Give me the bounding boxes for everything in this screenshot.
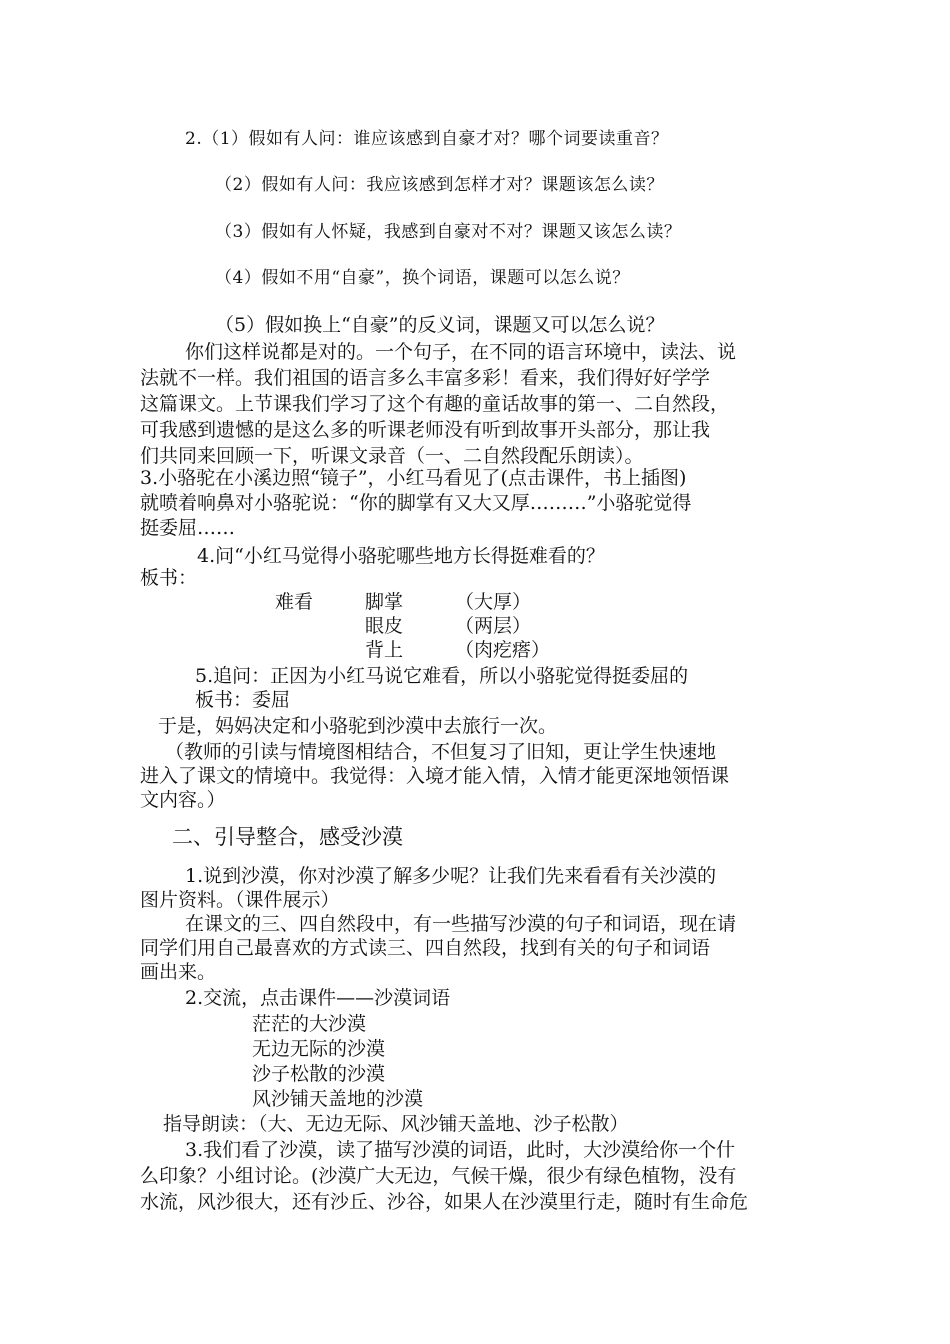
note-line: 文内容。） [140, 789, 226, 811]
section-2-paragraph-line: 同学们用自己最喜欢的方式读三、四自然段，找到有关的句子和词语 [140, 937, 711, 959]
desert-word: 无边无际的沙漠 [252, 1038, 386, 1060]
section-2-paragraph-line: 画出来。 [140, 961, 217, 983]
section-2-item-1-line: 1.说到沙漠，你对沙漠了解多少呢？让我们先来看看有关沙漠的 [185, 865, 717, 887]
question-2-2: （2）假如有人问：我应该感到怎样才对？课题该怎么读？ [215, 175, 664, 195]
board-2: 板书：委屈 [195, 689, 291, 711]
board-desc: （大厚） [455, 591, 532, 613]
section-2-item-3-line: 么印象？小组讨论。(沙漠广大无边，气候干燥，很少有绿色植物，没有 [140, 1165, 737, 1187]
note-line: 进入了课文的情境中。我觉得：入境才能入情，入情才能更深地领悟课 [140, 765, 730, 787]
board-title: 难看 [275, 591, 314, 613]
question-2-3: （3）假如有人怀疑，我感到自豪对不对？课题又该怎么读？ [215, 222, 682, 242]
question-2-1: 2.（1）假如有人问：谁应该感到自豪才对？哪个词要读重音？ [185, 129, 669, 149]
trip-line: 于是，妈妈决定和小骆驼到沙漠中去旅行一次。 [158, 715, 558, 737]
note-line: （教师的引读与情境图相结合，不但复习了旧知，更让学生快速地 [165, 741, 717, 763]
board-part: 脚掌 [365, 591, 404, 613]
board-part: 背上 [365, 639, 404, 661]
section-2-item-3-line: 水流，风沙很大，还有沙丘、沙谷，如果人在沙漠里行走，随时有生命危 [140, 1191, 749, 1213]
paragraph-1-line: 可我感到遗憾的是这么多的听课老师没有听到故事开头部分，那让我 [140, 419, 711, 441]
section-2-title: 二、引导整合，感受沙漠 [172, 825, 403, 849]
board-desc: （两层） [455, 615, 532, 637]
item-3-line: 3.小骆驼在小溪边照“镜子”，小红马看见了(点击课件，书上插图) [140, 467, 687, 489]
item-3-line: 就喷着响鼻对小骆驼说：“你的脚掌有又大又厚………”小骆驼觉得 [140, 492, 692, 514]
item-4: 4.问“小红马觉得小骆驼哪些地方长得挺难看的？ [197, 545, 605, 567]
guide-reading: 指导朗读：（大、无边无际、风沙铺天盖地、沙子松散） [163, 1113, 629, 1135]
board-part: 眼皮 [365, 615, 404, 637]
paragraph-1-line: 法就不一样。我们祖国的语言多么丰富多彩！看来，我们得好好学学 [140, 367, 711, 389]
desert-word: 茫茫的大沙漠 [252, 1013, 367, 1035]
board-desc: （肉疙瘩） [455, 639, 551, 661]
desert-word: 风沙铺天盖地的沙漠 [252, 1088, 424, 1110]
paragraph-1-line: 你们这样说都是对的。一个句子，在不同的语言环境中，读法、说 [185, 341, 737, 363]
paragraph-1-line: 们共同来回顾一下，听课文录音（一、二自然段配乐朗读）。 [140, 445, 644, 467]
section-2-item-2: 2.交流，点击课件——沙漠词语 [185, 987, 451, 1009]
paragraph-1-line: 这篇课文。上节课我们学习了这个有趣的童话故事的第一、二自然段， [140, 393, 730, 415]
section-2-item-1-line: 图片资料。（课件展示） [140, 889, 340, 911]
section-2-paragraph-line: 在课文的三、四自然段中，有一些描写沙漠的句子和词语，现在请 [185, 913, 737, 935]
question-2-4: （4）假如不用“自豪”，换个词语，课题可以怎么说？ [215, 268, 630, 288]
item-5: 5.追问：正因为小红马说它难看，所以小骆驼觉得挺委屈的 [195, 665, 689, 687]
section-2-item-3-line: 3.我们看了沙漠，读了描写沙漠的词语，此时，大沙漠给你一个什 [185, 1139, 736, 1161]
question-2-5: （5）假如换上“自豪”的反义词，课题又可以怎么说？ [215, 314, 665, 336]
desert-word: 沙子松散的沙漠 [252, 1063, 386, 1085]
item-3-line: 挺委屈…… [140, 517, 236, 539]
board-label: 板书： [140, 567, 198, 589]
